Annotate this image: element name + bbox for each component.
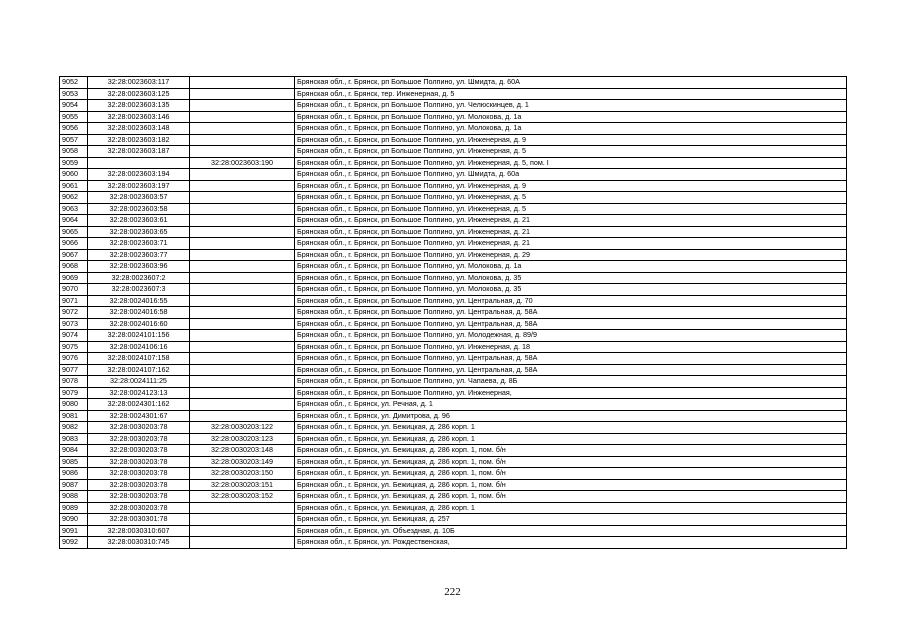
address-cell: Брянская обл., г. Брянск, рп Большое Полпино, ул. Центральная, д. 58А	[295, 364, 847, 376]
table-row	[60, 456, 847, 468]
table-row	[60, 157, 847, 169]
parent-cadastral-number-cell	[190, 88, 295, 100]
table-row	[60, 341, 847, 353]
parent-cadastral-number-cell	[190, 376, 295, 388]
row-number-cell: 9091	[60, 525, 88, 537]
cadastral-number-cell: 32:28:0023603:125	[88, 88, 190, 100]
row-number-cell: 9090	[60, 514, 88, 526]
parent-cadastral-number-cell: 32:28:0030203:152	[190, 491, 295, 503]
cadastral-number-cell: 32:28:0023603:194	[88, 169, 190, 181]
row-number-cell: 9061	[60, 180, 88, 192]
cadastral-number-cell: 32:28:0023603:77	[88, 249, 190, 261]
address-cell: Брянская обл., г. Брянск, рп Большое Полпино, ул. Инженерная, д. 29	[295, 249, 847, 261]
cadastral-number-cell: 32:28:0024107:162	[88, 364, 190, 376]
cadastral-number-cell: 32:28:0023603:57	[88, 192, 190, 204]
table-row	[60, 180, 847, 192]
parent-cadastral-number-cell	[190, 203, 295, 215]
parent-cadastral-number-cell	[190, 364, 295, 376]
table-row	[60, 445, 847, 457]
address-cell: Брянская обл., г. Брянск, рп Большое Полпино, ул. Молокова, д. 1а	[295, 261, 847, 273]
parent-cadastral-number-cell	[190, 261, 295, 273]
row-number-cell: 9067	[60, 249, 88, 261]
address-cell: Брянская обл., г. Брянск, рп Большое Полпино, ул. Центральная, д. 58А	[295, 307, 847, 319]
cadastral-number-cell: 32:28:0030301:78	[88, 514, 190, 526]
parent-cadastral-number-cell	[190, 272, 295, 284]
address-cell: Брянская обл., г. Брянск, рп Большое Полпино, ул. Центральная, д. 70	[295, 295, 847, 307]
row-number-cell: 9056	[60, 123, 88, 135]
table-row	[60, 203, 847, 215]
row-number-cell: 9057	[60, 134, 88, 146]
address-cell: Брянская обл., г. Брянск, рп Большое Полпино, ул. Инженерная, д. 21	[295, 226, 847, 238]
address-cell: Брянская обл., г. Брянск, рп Большое Полпино, ул. Шмидта, д. 60А	[295, 77, 847, 89]
row-number-cell: 9068	[60, 261, 88, 273]
address-cell: Брянская обл., г. Брянск, ул. Бежицкая, д. 257	[295, 514, 847, 526]
row-number-cell: 9074	[60, 330, 88, 342]
address-cell: Брянская обл., г. Брянск, рп Большое Полпино, ул. Молокова, д. 1а	[295, 123, 847, 135]
table-row	[60, 502, 847, 514]
cadastral-number-cell: 32:28:0023603:61	[88, 215, 190, 227]
parent-cadastral-number-cell: 32:28:0030203:149	[190, 456, 295, 468]
table-row	[60, 410, 847, 422]
row-number-cell: 9062	[60, 192, 88, 204]
parent-cadastral-number-cell	[190, 238, 295, 250]
address-cell: Брянская обл., г. Брянск, ул. Объездная, д. 10Б	[295, 525, 847, 537]
cadastral-number-cell: 32:28:0023607:3	[88, 284, 190, 296]
parent-cadastral-number-cell	[190, 146, 295, 158]
row-number-cell: 9060	[60, 169, 88, 181]
parent-cadastral-number-cell	[190, 123, 295, 135]
cadastral-number-cell: 32:28:0024106:16	[88, 341, 190, 353]
row-number-cell: 9070	[60, 284, 88, 296]
cadastral-number-cell: 32:28:0030203:78	[88, 433, 190, 445]
row-number-cell: 9092	[60, 537, 88, 549]
parent-cadastral-number-cell	[190, 537, 295, 549]
cadastral-number-cell: 32:28:0023603:65	[88, 226, 190, 238]
address-cell: Брянская обл., г. Брянск, рп Большое Полпино, ул. Инженерная, д. 18	[295, 341, 847, 353]
cadastral-number-cell: 32:28:0030203:78	[88, 468, 190, 480]
table-row	[60, 307, 847, 319]
table-row	[60, 111, 847, 123]
table-row	[60, 123, 847, 135]
address-cell: Брянская обл., г. Брянск, тер. Инженерная, д. 5	[295, 88, 847, 100]
parent-cadastral-number-cell: 32:28:0030203:122	[190, 422, 295, 434]
parent-cadastral-number-cell	[190, 318, 295, 330]
cadastral-number-cell: 32:28:0030203:78	[88, 502, 190, 514]
table-row	[60, 468, 847, 480]
cadastral-number-cell: 32:28:0024016:58	[88, 307, 190, 319]
address-cell: Брянская обл., г. Брянск, рп Большое Полпино, ул. Молокова, д. 1а	[295, 111, 847, 123]
address-cell: Брянская обл., г. Брянск, ул. Бежицкая, д. 286 корп. 1, пом. б/н	[295, 491, 847, 503]
table-row	[60, 192, 847, 204]
address-cell: Брянская обл., г. Брянск, рп Большое Полпино, ул. Инженерная, д. 5	[295, 203, 847, 215]
cadastral-number-cell: 32:28:0030203:78	[88, 445, 190, 457]
row-number-cell: 9063	[60, 203, 88, 215]
cadastral-number-cell: 32:28:0030310:745	[88, 537, 190, 549]
cadastral-number-cell: 32:28:0023603:117	[88, 77, 190, 89]
parent-cadastral-number-cell	[190, 100, 295, 112]
cadastral-number-cell: 32:28:0023603:146	[88, 111, 190, 123]
row-number-cell: 9085	[60, 456, 88, 468]
row-number-cell: 9052	[60, 77, 88, 89]
cadastral-number-cell: 32:28:0024123:13	[88, 387, 190, 399]
row-number-cell: 9055	[60, 111, 88, 123]
row-number-cell: 9088	[60, 491, 88, 503]
row-number-cell: 9072	[60, 307, 88, 319]
table-row	[60, 364, 847, 376]
parent-cadastral-number-cell	[190, 387, 295, 399]
table-row	[60, 376, 847, 388]
row-number-cell: 9073	[60, 318, 88, 330]
parent-cadastral-number-cell	[190, 514, 295, 526]
address-cell: Брянская обл., г. Брянск, рп Большое Полпино, ул. Молокова, д. 35	[295, 272, 847, 284]
row-number-cell: 9066	[60, 238, 88, 250]
row-number-cell: 9065	[60, 226, 88, 238]
row-number-cell: 9075	[60, 341, 88, 353]
row-number-cell: 9078	[60, 376, 88, 388]
row-number-cell: 9083	[60, 433, 88, 445]
table-row	[60, 77, 847, 89]
cadastral-number-cell: 32:28:0030203:78	[88, 491, 190, 503]
row-number-cell: 9089	[60, 502, 88, 514]
cadastral-number-cell: 32:28:0024016:55	[88, 295, 190, 307]
address-cell: Брянская обл., г. Брянск, ул. Бежицкая, д. 286 корп. 1, пом. б/н	[295, 479, 847, 491]
parent-cadastral-number-cell: 32:28:0030203:148	[190, 445, 295, 457]
parent-cadastral-number-cell	[190, 410, 295, 422]
parent-cadastral-number-cell: 32:28:0030203:151	[190, 479, 295, 491]
table-row	[60, 491, 847, 503]
cadastral-number-cell: 32:28:0024101:156	[88, 330, 190, 342]
parent-cadastral-number-cell	[190, 341, 295, 353]
address-cell: Брянская обл., г. Брянск, рп Большое Полпино, ул. Инженерная, д. 21	[295, 238, 847, 250]
address-cell: Брянская обл., г. Брянск, рп Большое Полпино, ул. Инженерная, д. 5, пом. I	[295, 157, 847, 169]
parent-cadastral-number-cell	[190, 192, 295, 204]
parent-cadastral-number-cell: 32:28:0030203:123	[190, 433, 295, 445]
table-row	[60, 295, 847, 307]
address-cell: Брянская обл., г. Брянск, рп Большое Полпино, ул. Центральная, д. 58А	[295, 318, 847, 330]
parent-cadastral-number-cell	[190, 169, 295, 181]
table-row	[60, 353, 847, 365]
table-row	[60, 479, 847, 491]
table-row	[60, 433, 847, 445]
table-row	[60, 100, 847, 112]
table-row	[60, 249, 847, 261]
address-cell: Брянская обл., г. Брянск, ул. Бежицкая, д. 286 корп. 1	[295, 502, 847, 514]
address-cell: Брянская обл., г. Брянск, рп Большое Полпино, ул. Шмидта, д. 60а	[295, 169, 847, 181]
table-row	[60, 284, 847, 296]
parent-cadastral-number-cell	[190, 226, 295, 238]
cadastral-number-cell: 32:28:0023607:2	[88, 272, 190, 284]
table-row	[60, 226, 847, 238]
cadastral-number-cell: 32:28:0023603:96	[88, 261, 190, 273]
cadastral-number-cell: 32:28:0023603:58	[88, 203, 190, 215]
table-row	[60, 215, 847, 227]
address-cell: Брянская обл., г. Брянск, рп Большое Полпино, ул. Инженерная, д. 9	[295, 180, 847, 192]
row-number-cell: 9084	[60, 445, 88, 457]
table-row	[60, 387, 847, 399]
parent-cadastral-number-cell: 32:28:0023603:190	[190, 157, 295, 169]
row-number-cell: 9076	[60, 353, 88, 365]
address-cell: Брянская обл., г. Брянск, рп Большое Полпино, ул. Инженерная, д. 21	[295, 215, 847, 227]
table-row	[60, 399, 847, 411]
parent-cadastral-number-cell	[190, 330, 295, 342]
table-row	[60, 134, 847, 146]
registry-table	[59, 76, 847, 549]
registry-table-body	[60, 77, 847, 549]
parent-cadastral-number-cell	[190, 77, 295, 89]
cadastral-number-cell: 32:28:0023603:135	[88, 100, 190, 112]
cadastral-number-cell: 32:28:0024016:60	[88, 318, 190, 330]
cadastral-number-cell: 32:28:0030203:78	[88, 456, 190, 468]
address-cell: Брянская обл., г. Брянск, ул. Речная, д. 1	[295, 399, 847, 411]
row-number-cell: 9079	[60, 387, 88, 399]
parent-cadastral-number-cell	[190, 215, 295, 227]
cadastral-number-cell: 32:28:0023603:148	[88, 123, 190, 135]
address-cell: Брянская обл., г. Брянск, ул. Бежицкая, д. 286 корп. 1	[295, 422, 847, 434]
table-row	[60, 525, 847, 537]
address-cell: Брянская обл., г. Брянск, рп Большое Полпино, ул. Инженерная, д. 5	[295, 146, 847, 158]
table-row	[60, 422, 847, 434]
cadastral-number-cell: 32:28:0023603:197	[88, 180, 190, 192]
cadastral-number-cell: 32:28:0024301:162	[88, 399, 190, 411]
row-number-cell: 9059	[60, 157, 88, 169]
row-number-cell: 9080	[60, 399, 88, 411]
page-number: 222	[444, 586, 461, 598]
parent-cadastral-number-cell	[190, 295, 295, 307]
row-number-cell: 9077	[60, 364, 88, 376]
row-number-cell: 9082	[60, 422, 88, 434]
cadastral-number-cell: 32:28:0024301:67	[88, 410, 190, 422]
table-row	[60, 537, 847, 549]
row-number-cell: 9081	[60, 410, 88, 422]
row-number-cell: 9064	[60, 215, 88, 227]
parent-cadastral-number-cell	[190, 284, 295, 296]
parent-cadastral-number-cell	[190, 353, 295, 365]
address-cell: Брянская обл., г. Брянск, ул. Бежицкая, д. 286 корп. 1	[295, 433, 847, 445]
address-cell: Брянская обл., г. Брянск, рп Большое Полпино, ул. Центральная, д. 58А	[295, 353, 847, 365]
cadastral-number-cell: 32:28:0023603:187	[88, 146, 190, 158]
parent-cadastral-number-cell	[190, 249, 295, 261]
parent-cadastral-number-cell	[190, 525, 295, 537]
cadastral-number-cell: 32:28:0023603:182	[88, 134, 190, 146]
address-cell: Брянская обл., г. Брянск, рп Большое Полпино, ул. Инженерная, д. 9	[295, 134, 847, 146]
address-cell: Брянская обл., г. Брянск, рп Большое Полпино, ул. Инженерная,	[295, 387, 847, 399]
parent-cadastral-number-cell	[190, 399, 295, 411]
address-cell: Брянская обл., г. Брянск, рп Большое Полпино, ул. Инженерная, д. 5	[295, 192, 847, 204]
address-cell: Брянская обл., г. Брянск, рп Большое Полпино, ул. Чапаева, д. 8Б	[295, 376, 847, 388]
row-number-cell: 9071	[60, 295, 88, 307]
row-number-cell: 9054	[60, 100, 88, 112]
parent-cadastral-number-cell	[190, 502, 295, 514]
parent-cadastral-number-cell	[190, 134, 295, 146]
parent-cadastral-number-cell	[190, 180, 295, 192]
row-number-cell: 9053	[60, 88, 88, 100]
cadastral-number-cell: 32:28:0030203:78	[88, 479, 190, 491]
cadastral-number-cell: 32:28:0024111:25	[88, 376, 190, 388]
cadastral-number-cell: 32:28:0030310:607	[88, 525, 190, 537]
table-row	[60, 330, 847, 342]
address-cell: Брянская обл., г. Брянск, ул. Бежицкая, д. 286 корп. 1, пом. б/н	[295, 468, 847, 480]
row-number-cell: 9087	[60, 479, 88, 491]
cadastral-number-cell: 32:28:0030203:78	[88, 422, 190, 434]
table-row	[60, 146, 847, 158]
table-row	[60, 261, 847, 273]
address-cell: Брянская обл., г. Брянск, ул. Рождественская,	[295, 537, 847, 549]
table-row	[60, 88, 847, 100]
address-cell: Брянская обл., г. Брянск, рп Большое Полпино, ул. Челюскинцев, д. 1	[295, 100, 847, 112]
parent-cadastral-number-cell	[190, 111, 295, 123]
address-cell: Брянская обл., г. Брянск, рп Большое Полпино, ул. Молодежная, д. 89/9	[295, 330, 847, 342]
address-cell: Брянская обл., г. Брянск, ул. Бежицкая, д. 286 корп. 1, пом. б/н	[295, 445, 847, 457]
row-number-cell: 9069	[60, 272, 88, 284]
cadastral-number-cell	[88, 157, 190, 169]
table-row	[60, 238, 847, 250]
parent-cadastral-number-cell	[190, 307, 295, 319]
table-row	[60, 272, 847, 284]
address-cell: Брянская обл., г. Брянск, рп Большое Полпино, ул. Молокова, д. 35	[295, 284, 847, 296]
cadastral-number-cell: 32:28:0023603:71	[88, 238, 190, 250]
address-cell: Брянская обл., г. Брянск, ул. Димитрова, д. 96	[295, 410, 847, 422]
table-row	[60, 318, 847, 330]
row-number-cell: 9086	[60, 468, 88, 480]
address-cell: Брянская обл., г. Брянск, ул. Бежицкая, д. 286 корп. 1, пом. б/н	[295, 456, 847, 468]
row-number-cell: 9058	[60, 146, 88, 158]
table-row	[60, 514, 847, 526]
table-row	[60, 169, 847, 181]
cadastral-number-cell: 32:28:0024107:158	[88, 353, 190, 365]
parent-cadastral-number-cell: 32:28:0030203:150	[190, 468, 295, 480]
